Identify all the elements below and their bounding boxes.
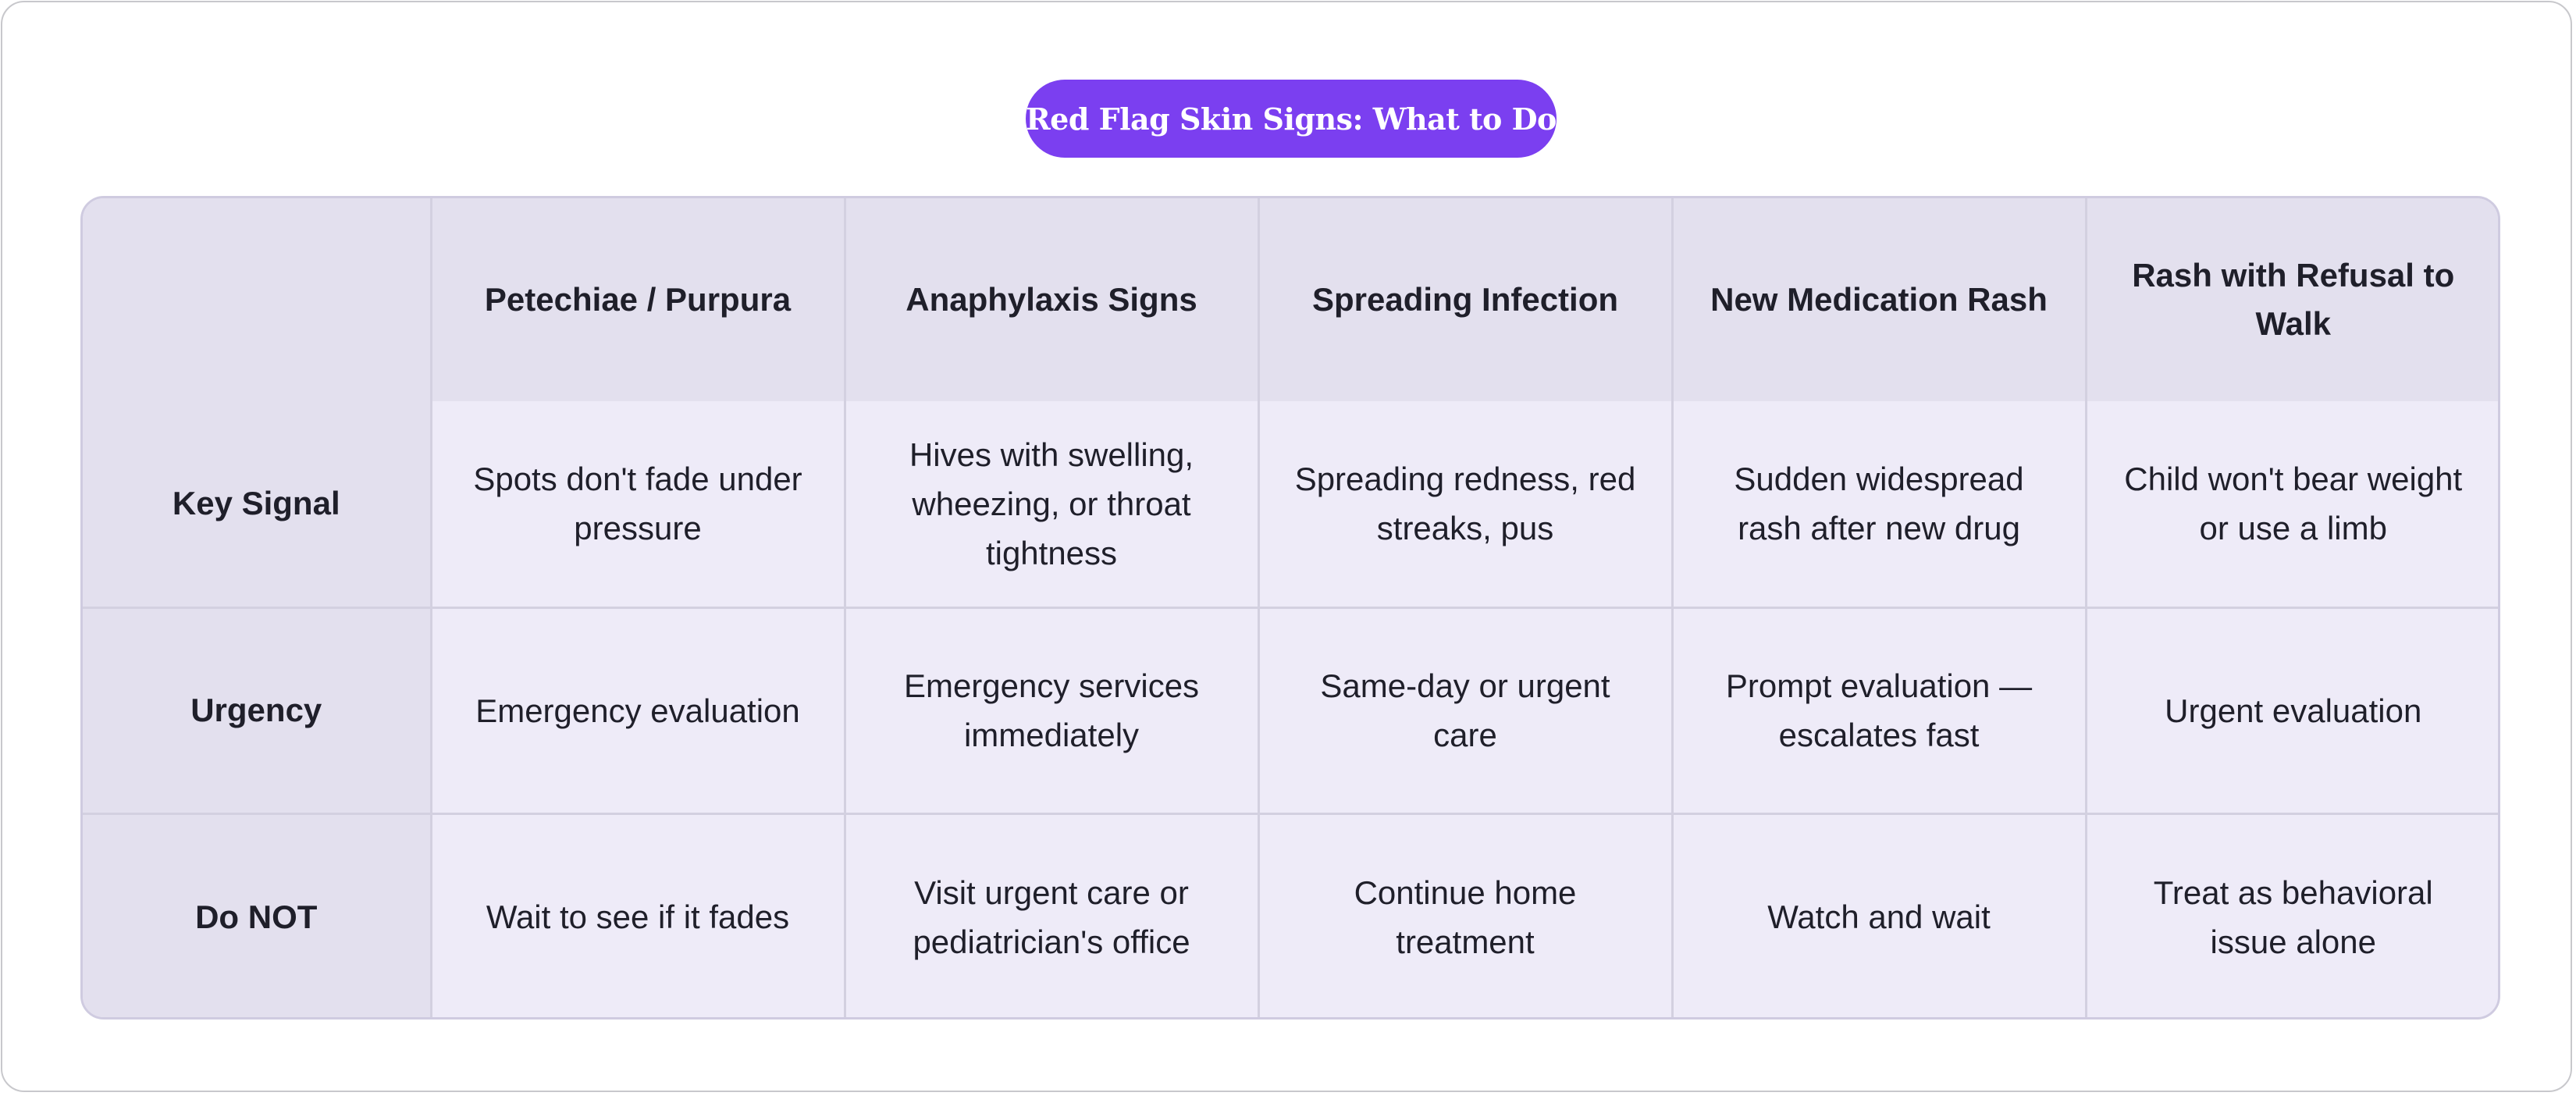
corner-cell xyxy=(83,198,431,401)
table-cell: Emergency services immediately xyxy=(845,607,1258,813)
column-header-anaphylaxis: Anaphylaxis Signs xyxy=(845,198,1258,401)
table-cell: Child won't bear weight or use a limb xyxy=(2086,401,2500,607)
table-cell: Visit urgent care or pediatrician's office xyxy=(845,813,1258,1019)
header-row xyxy=(83,198,2500,401)
comparison-table xyxy=(83,198,2500,1019)
table-cell: Prompt evaluation — escalates fast xyxy=(1672,607,2086,813)
table-cell: Watch and wait xyxy=(1672,813,2086,1019)
table-cell: Hives with swelling, wheezing, or throat tightness xyxy=(845,401,1258,607)
table-cell: Emergency evaluation xyxy=(431,607,845,813)
row-header-urgency: Urgency xyxy=(83,607,431,813)
table-cell: Urgent evaluation xyxy=(2086,607,2500,813)
card-frame xyxy=(1,1,2572,1092)
table-row-do-not xyxy=(83,813,2500,1019)
table-row-urgency xyxy=(83,607,2500,813)
table-cell: Spots don't fade under pressure xyxy=(431,401,845,607)
table-cell: Sudden widespread rash after new drug xyxy=(1672,401,2086,607)
table-cell: Wait to see if it fades xyxy=(431,813,845,1019)
column-header-spreading-infection: Spreading Infection xyxy=(1258,198,1672,401)
table-cell: Spreading redness, red streaks, pus xyxy=(1258,401,1672,607)
red-flag-table xyxy=(80,196,2500,1019)
table-cell: Same-day or urgent care xyxy=(1258,607,1672,813)
table-cell: Continue home treatment xyxy=(1258,813,1672,1019)
row-header-do-not: Do NOT xyxy=(83,813,431,1019)
column-header-medication-rash: New Medication Rash xyxy=(1672,198,2086,401)
row-header-key-signal: Key Signal xyxy=(83,401,431,607)
table-row-key-signal xyxy=(83,401,2500,607)
column-header-refusal-to-walk: Rash with Refusal to Walk xyxy=(2086,198,2500,401)
column-header-petechiae: Petechiae / Purpura xyxy=(431,198,845,401)
page-title: Red Flag Skin Signs: What to Do xyxy=(1026,80,1557,158)
table-cell: Treat as behavioral issue alone xyxy=(2086,813,2500,1019)
